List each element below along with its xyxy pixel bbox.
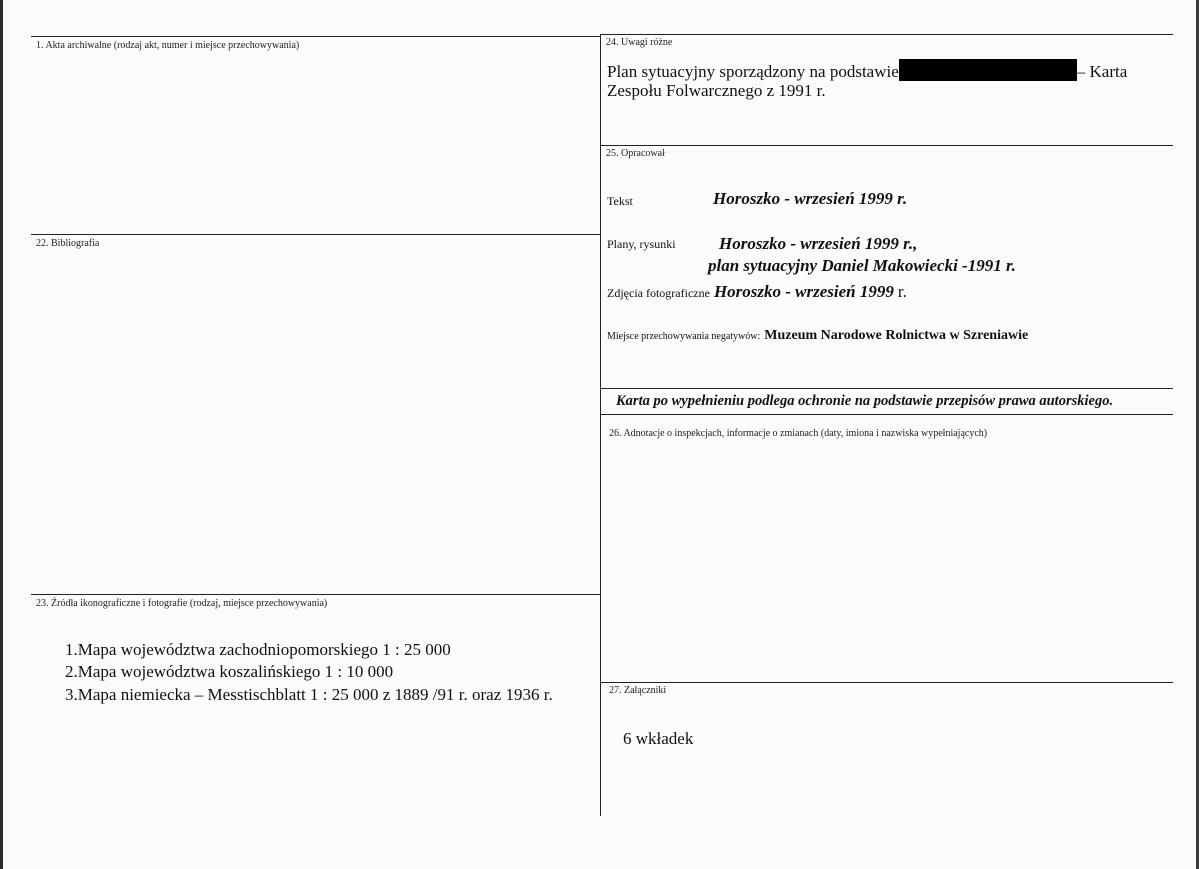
field-27-label: 27. Załączniki	[609, 685, 667, 696]
remarks-text-after: – Karta	[1076, 62, 1128, 81]
tekst-label: Tekst	[607, 194, 633, 208]
remarks-line-1	[607, 59, 1127, 82]
rule-26	[600, 414, 1173, 415]
center-divider	[600, 34, 601, 816]
rule-23	[31, 594, 600, 595]
top-rule-right	[600, 34, 1173, 35]
miejsce-label: Miejsce przechowywania negatywów:	[607, 331, 761, 342]
miejsce-value: Muzeum Narodowe Rolnictwa w Szreniawie	[764, 328, 1029, 343]
miejsce-row	[607, 326, 1028, 344]
zdjecia-suffix: r.	[897, 282, 907, 301]
remarks-text-before: Plan sytuacyjny sporządzony na podstawie	[607, 62, 899, 81]
field-23-label: 23. Źródła ikonograficzne i fotografie (rodzaj, miejsce przechowywania)	[36, 598, 328, 609]
rule-22	[31, 234, 600, 235]
field-26-label: 26. Adnotacje o inspekcjach, informacje o zmianach (daty, imiona i nazwiska wypełniających)	[609, 428, 988, 439]
field-24-label: 24. Uwagi różne	[606, 37, 673, 48]
tekst-value: Horoszko - wrzesień 1999 r.	[713, 189, 908, 208]
copyright-notice: Karta po wypełnieniu podlega ochronie na podstawie przepisów prawa autorskiego.	[616, 393, 1114, 409]
field-1-label: 1. Akta archiwalne (rodzaj akt, numer i miejsce przechowywania)	[36, 40, 300, 51]
plany-label: Plany, rysunki	[607, 237, 676, 251]
plany-value-1: Horoszko - wrzesień 1999 r.,	[719, 234, 918, 253]
zdjecia-label: Zdjęcia fotograficzne	[607, 286, 710, 300]
remarks-line-2: Zespołu Folwarcznego z 1991 r.	[607, 81, 826, 100]
rule-27	[600, 682, 1173, 683]
attachments-value: 6 wkładek	[623, 729, 694, 748]
field-25-label: 25. Opracował	[606, 148, 665, 159]
rule-notice-top	[600, 388, 1173, 389]
source-item-1: 1.Mapa województwa zachodniopomorskiego 1 : 25 000	[65, 640, 451, 659]
source-item-2: 2.Mapa województwa koszalińskiego 1 : 10 000	[65, 662, 394, 681]
redaction-bar	[899, 59, 1077, 81]
source-item-3: 3.Mapa niemiecka – Messtischblatt 1 : 25 000 z 1889 /91 r. oraz 1936 r.	[65, 685, 553, 704]
top-rule-left	[31, 36, 600, 37]
rule-25	[600, 145, 1173, 146]
field-22-label: 22. Bibliografia	[36, 238, 100, 249]
zdjecia-row	[607, 282, 907, 302]
plany-value-2: plan sytuacyjny Daniel Makowiecki -1991 r.	[708, 256, 1016, 275]
zdjecia-value: Horoszko - wrzesień 1999	[713, 282, 894, 301]
